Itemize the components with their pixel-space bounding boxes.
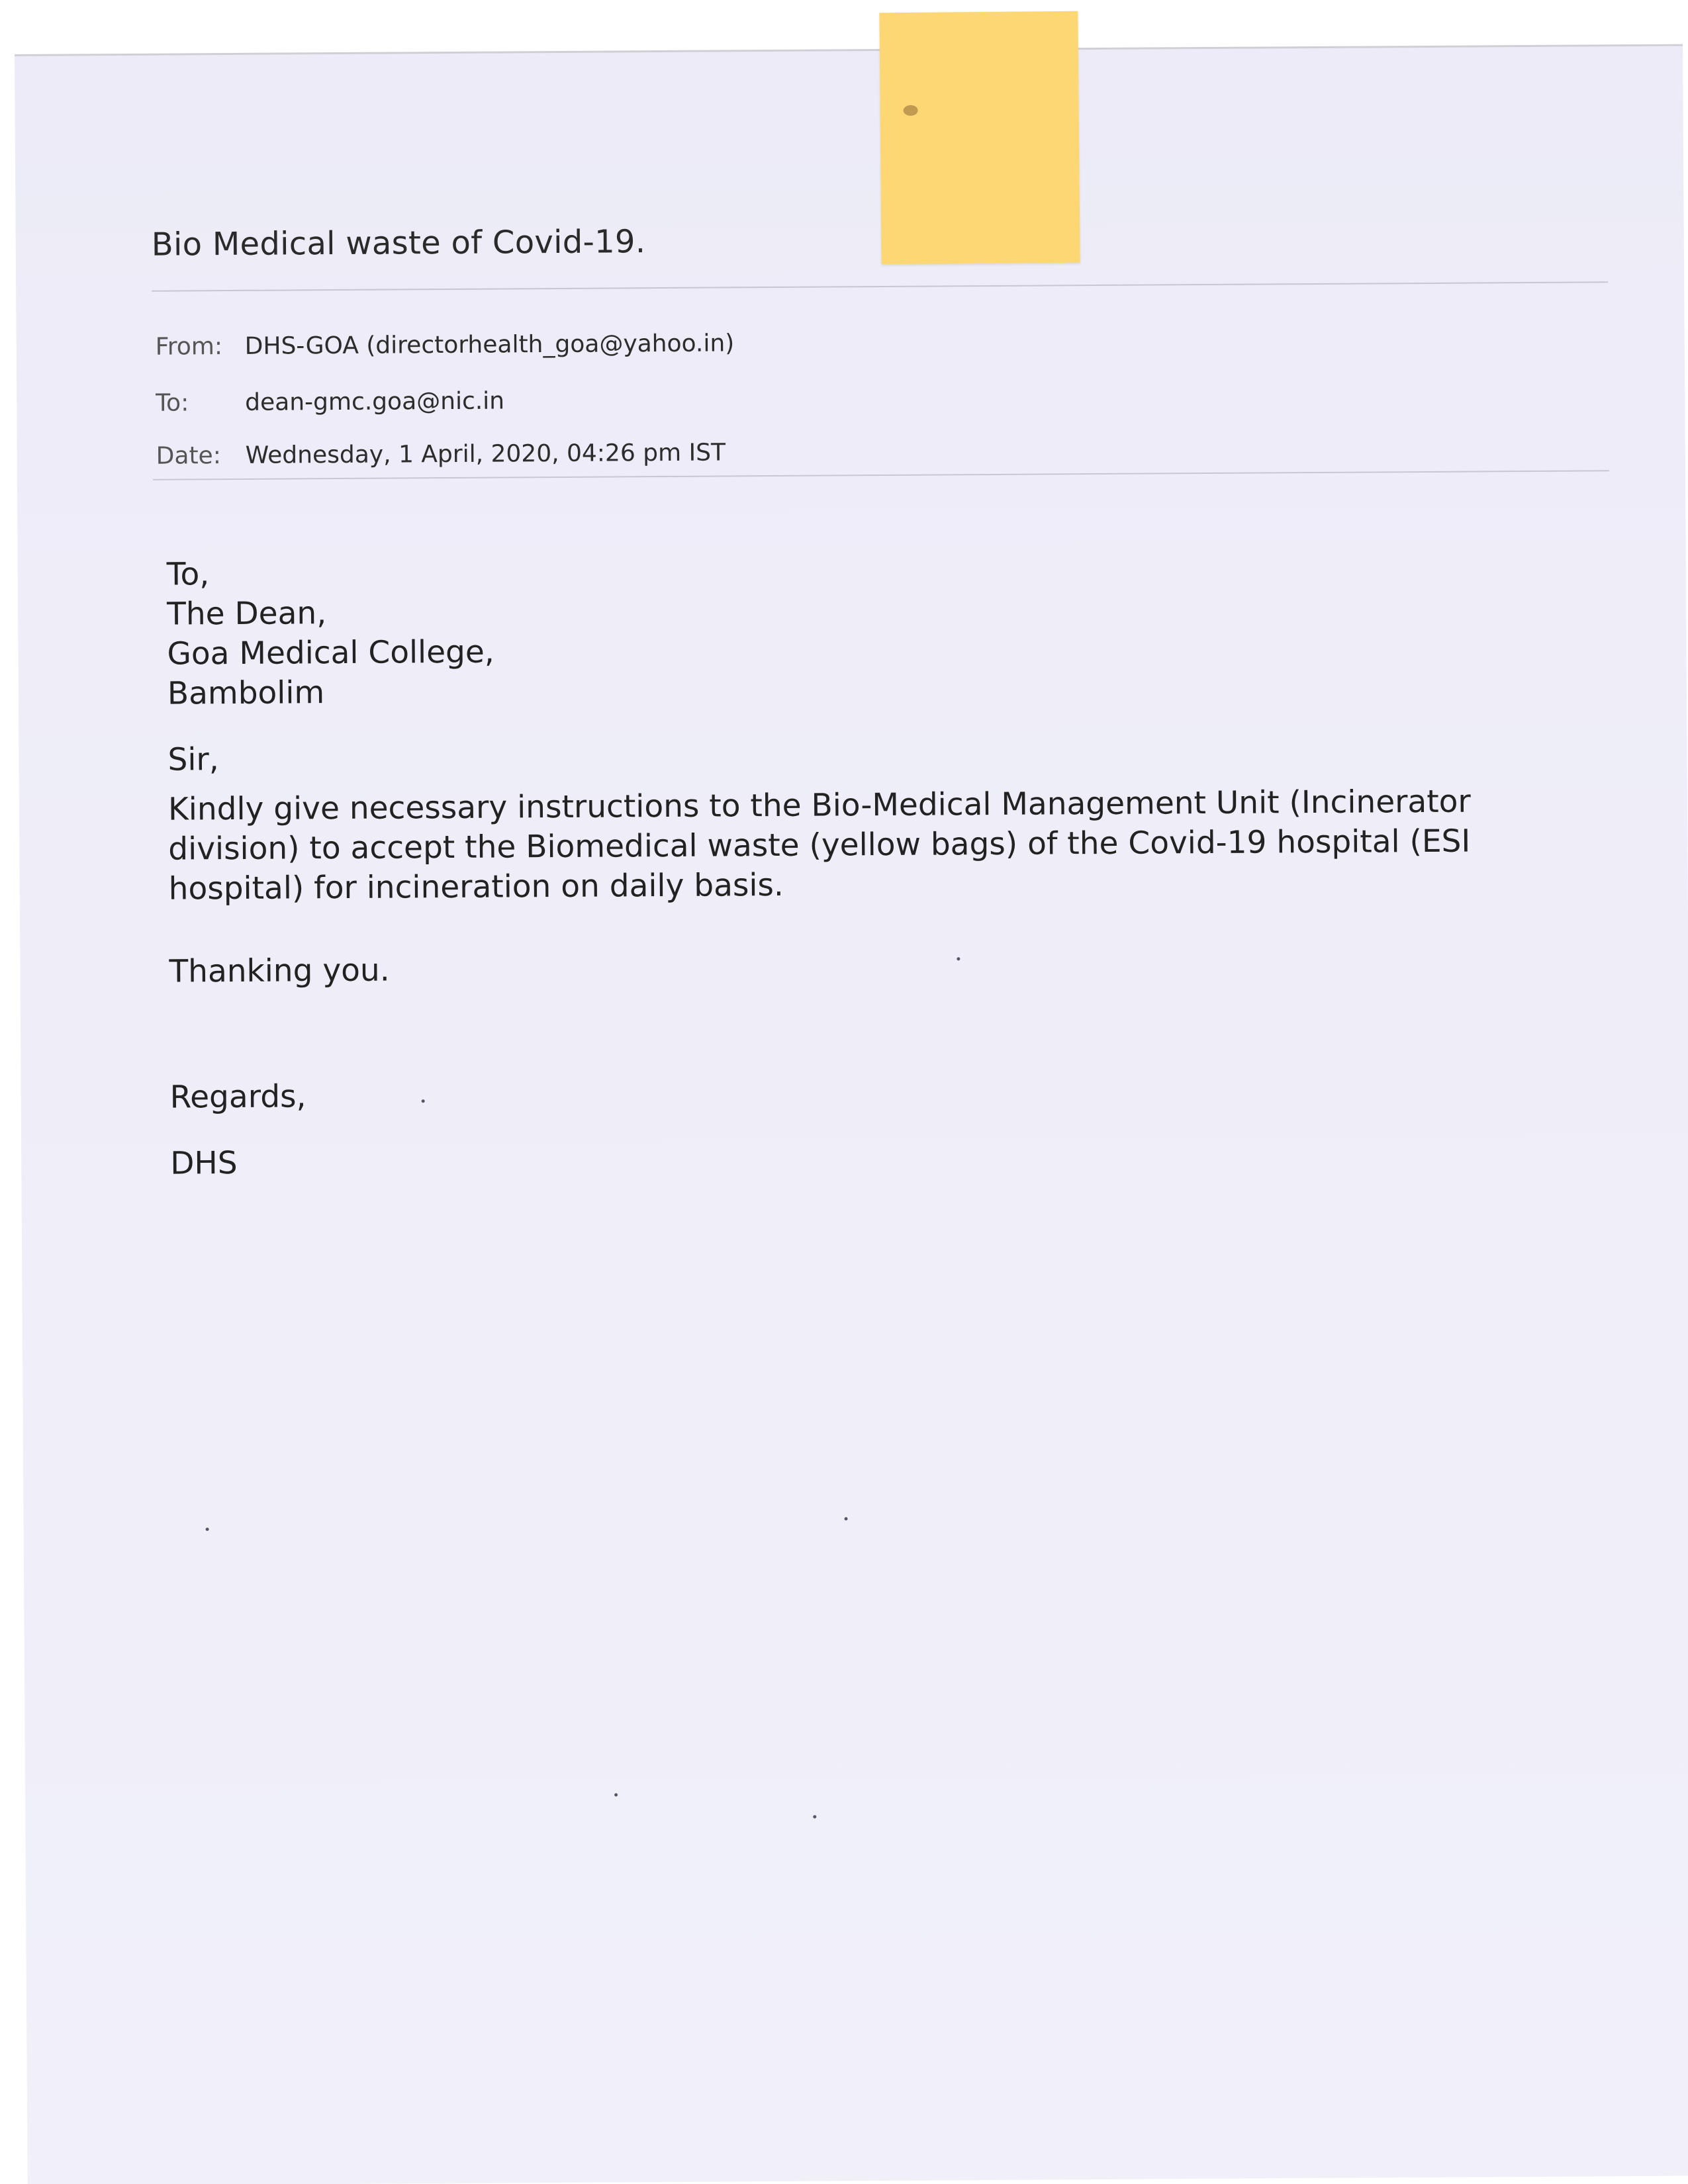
closing-line: Regards, — [169, 1078, 306, 1116]
scan-speck — [422, 1099, 425, 1103]
sticky-note — [879, 11, 1080, 265]
paper-sheet — [15, 44, 1688, 2184]
from-label: From: — [155, 333, 223, 361]
address-line: The Dean, — [167, 595, 327, 633]
email-subject: Bio Medical waste of Covid-19. — [151, 223, 646, 263]
sticky-note-mark — [904, 105, 918, 116]
recipient-address — [167, 546, 1624, 713]
date-value: Wednesday, 1 April, 2020, 04:26 pm IST — [245, 439, 726, 469]
date-label: Date: — [156, 442, 222, 470]
header-divider-bottom — [153, 470, 1609, 480]
scan-speck — [813, 1815, 816, 1819]
from-value: DHS-GOA (directorhealth_goa@yahoo.in) — [244, 330, 735, 360]
email-date-row — [156, 439, 726, 469]
email-to-row — [156, 387, 504, 416]
address-line: Goa Medical College, — [167, 633, 494, 672]
scan-speck — [614, 1793, 618, 1796]
salutation: Sir, — [167, 741, 219, 778]
signature: DHS — [170, 1144, 238, 1182]
email-from-row — [156, 330, 735, 360]
to-value: dean-gmc.goa@nic.in — [245, 387, 505, 416]
scan-speck — [845, 1517, 848, 1520]
address-line: To, — [166, 556, 210, 593]
scan-speck — [206, 1527, 209, 1531]
thanks-line: Thanking you. — [169, 952, 390, 990]
address-line: Bambolim — [167, 674, 325, 712]
scan-speck — [957, 957, 960, 960]
to-label: To: — [156, 389, 189, 417]
body-paragraph: Kindly give necessary instructions to the Bio-Medical Management Unit (Incinerator division) to accept the Biomedical waste (yellow bags) of the Covid-19 hospital (ESI hospital) for incineration on daily basis. — [167, 783, 1471, 907]
header-divider-top — [152, 281, 1608, 291]
